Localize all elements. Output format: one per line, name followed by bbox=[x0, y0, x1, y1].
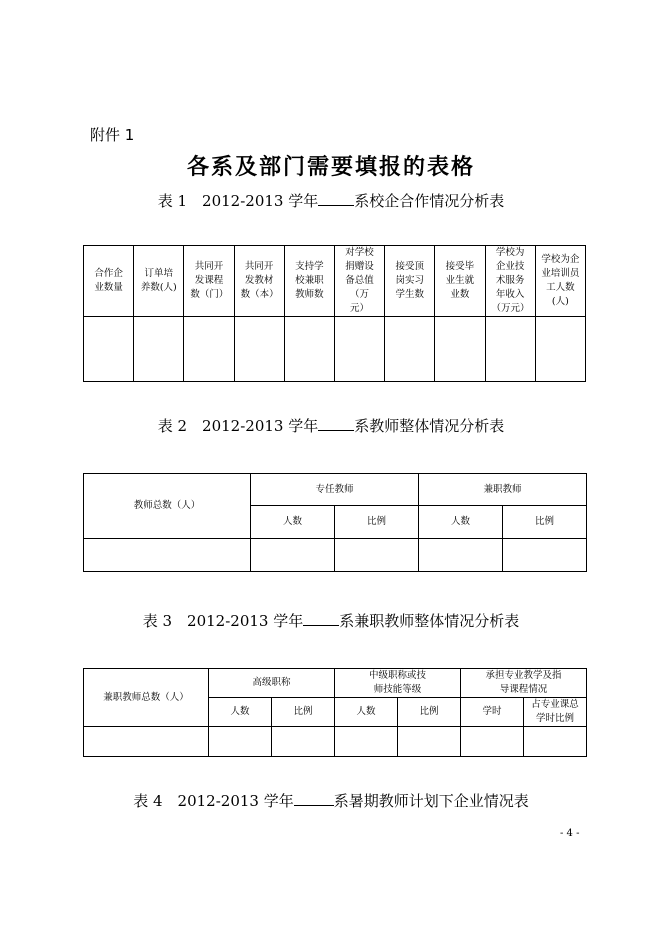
data-cell[interactable] bbox=[234, 317, 284, 382]
table-row bbox=[84, 317, 586, 382]
data-cell[interactable] bbox=[334, 317, 384, 382]
data-cell[interactable] bbox=[535, 317, 585, 382]
table2-caption bbox=[0, 415, 662, 436]
caption-suffix: 系教师整体情况分析表 bbox=[354, 417, 505, 435]
data-cell[interactable] bbox=[84, 317, 134, 382]
hours-header: 学时 bbox=[461, 698, 524, 727]
table3 bbox=[83, 668, 587, 757]
page-number: - 4 - bbox=[560, 828, 580, 839]
data-cell[interactable] bbox=[503, 539, 587, 572]
hours-ratio-header: 占专业课总学时比例 bbox=[524, 698, 587, 727]
ratio-header: 比例 bbox=[335, 506, 419, 539]
count-header: 人数 bbox=[251, 506, 335, 539]
header-cell: 共同开发课程数（门） bbox=[184, 246, 234, 317]
page-title: 各系及部门需要填报的表格 bbox=[186, 154, 475, 180]
header-cell: 共同开发教材数（本） bbox=[234, 246, 284, 317]
data-cell[interactable] bbox=[251, 539, 335, 572]
data-cell[interactable] bbox=[398, 727, 461, 757]
table-row bbox=[84, 727, 587, 757]
data-cell[interactable] bbox=[84, 539, 251, 572]
blank-line bbox=[318, 416, 354, 431]
table1 bbox=[83, 245, 586, 382]
middle-header: 中级职称或技师技能等级 bbox=[335, 669, 461, 698]
table2 bbox=[83, 473, 587, 572]
header-row bbox=[84, 246, 586, 317]
caption-prefix: 表 4 2012-2013 学年 bbox=[133, 792, 294, 810]
data-cell[interactable] bbox=[485, 317, 535, 382]
data-cell[interactable] bbox=[435, 317, 485, 382]
data-cell[interactable] bbox=[184, 317, 234, 382]
ratio-header: 比例 bbox=[503, 506, 587, 539]
table1-caption bbox=[0, 190, 662, 211]
header-cell: 接受顶岗实习学生数 bbox=[385, 246, 435, 317]
caption-suffix: 系兼职教师整体情况分析表 bbox=[339, 612, 520, 630]
header-cell: 接受毕业生就业数 bbox=[435, 246, 485, 317]
attachment-label: 附件 1 bbox=[90, 126, 135, 144]
caption-suffix: 系暑期教师计划下企业情况表 bbox=[333, 792, 529, 810]
blank-line bbox=[318, 191, 354, 206]
data-cell[interactable] bbox=[385, 317, 435, 382]
data-cell[interactable] bbox=[209, 727, 272, 757]
header-cell: 合作企业数量 bbox=[84, 246, 134, 317]
header-cell: 支持学校兼职教师数 bbox=[284, 246, 334, 317]
data-cell[interactable] bbox=[272, 727, 335, 757]
fulltime-header: 专任教师 bbox=[251, 474, 419, 506]
table4-caption bbox=[0, 790, 662, 811]
header-cell: 学校为企业技术服务年收入（万元） bbox=[485, 246, 535, 317]
data-cell[interactable] bbox=[461, 727, 524, 757]
header-cell: 学校为企业培训员工人数(人) bbox=[535, 246, 585, 317]
header-cell: 订单培养数(人) bbox=[134, 246, 184, 317]
table-row bbox=[84, 539, 587, 572]
data-cell[interactable] bbox=[134, 317, 184, 382]
header-cell: 对学校捐赠设备总值（万元） bbox=[334, 246, 384, 317]
caption-prefix: 表 1 2012-2013 学年 bbox=[157, 192, 319, 210]
blank-line bbox=[294, 791, 334, 806]
table3-caption bbox=[0, 610, 662, 631]
blank-line bbox=[303, 611, 339, 626]
caption-prefix: 表 3 2012-2013 学年 bbox=[142, 612, 304, 630]
count-header: 人数 bbox=[419, 506, 503, 539]
data-cell[interactable] bbox=[524, 727, 587, 757]
parttime-header: 兼职教师 bbox=[419, 474, 587, 506]
ratio-header: 比例 bbox=[272, 698, 335, 727]
count-header: 人数 bbox=[209, 698, 272, 727]
data-cell[interactable] bbox=[335, 727, 398, 757]
data-cell[interactable] bbox=[84, 727, 209, 757]
ratio-header: 比例 bbox=[398, 698, 461, 727]
senior-header: 高级职称 bbox=[209, 669, 335, 698]
caption-suffix: 系校企合作情况分析表 bbox=[354, 192, 505, 210]
data-cell[interactable] bbox=[335, 539, 419, 572]
parttime-total-header: 兼职教师总数（人） bbox=[84, 669, 209, 727]
data-cell[interactable] bbox=[284, 317, 334, 382]
count-header: 人数 bbox=[335, 698, 398, 727]
data-cell[interactable] bbox=[419, 539, 503, 572]
total-teachers-header: 教师总数（人） bbox=[84, 474, 251, 539]
caption-prefix: 表 2 2012-2013 学年 bbox=[157, 417, 319, 435]
teaching-header: 承担专业教学及指导课程情况 bbox=[461, 669, 587, 698]
